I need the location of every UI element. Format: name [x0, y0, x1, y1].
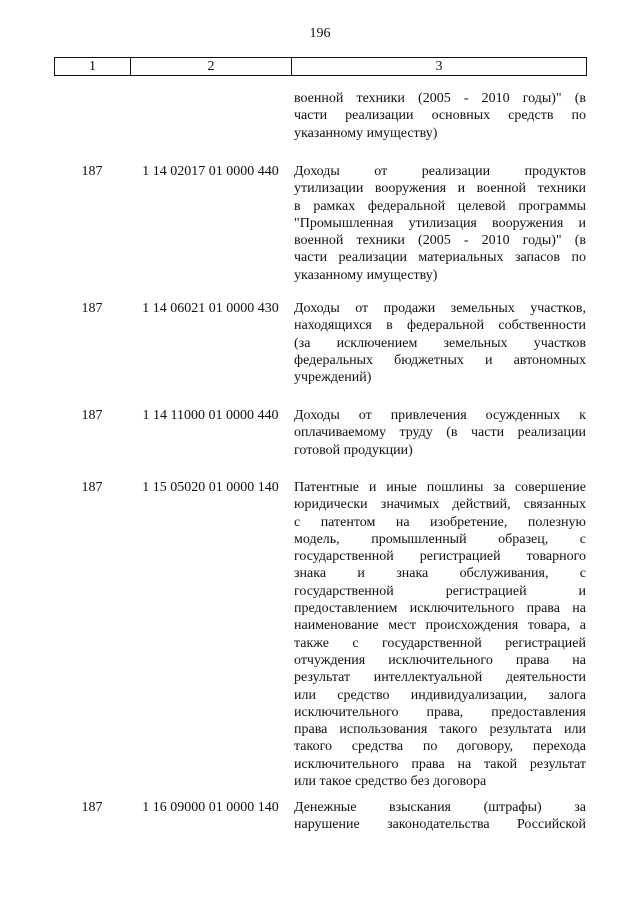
description-line: знака и знака обслуживания, с [294, 566, 586, 582]
description-line: с патентом на изобретение, полезную [294, 514, 586, 530]
description-line: "Промышленная утилизация вооружения и [294, 215, 586, 231]
description-line: Доходы от реализации продуктов [294, 164, 586, 179]
description-line: Патентные и иные пошлины за совершение [294, 480, 586, 495]
income-description [294, 300, 586, 386]
description-line: государственной регистрацией и [294, 583, 586, 599]
admin-code: 187 [81, 408, 103, 423]
description-line: юридически значимых действий, связанных [294, 497, 586, 513]
description-line: предоставлением исключительного права на [294, 601, 586, 617]
column-header-row [55, 58, 587, 76]
description-line: такого средства по договору, перехода [294, 739, 586, 755]
description-line: также с государственной регистрацией [294, 635, 586, 651]
income-description [294, 90, 586, 142]
description-line: военной техники (2005 - 2010 годы)" (в [294, 91, 586, 106]
income-description [294, 163, 586, 284]
description-line: государственной регистрацией товарного [294, 549, 586, 565]
income-description [294, 799, 586, 834]
description-line: наименование мест происхождения товара, а [294, 618, 586, 634]
description-line: исключительного права, предоставления [294, 704, 586, 720]
description-line: модель, промышленный образец, с [294, 531, 586, 547]
admin-code: 187 [81, 301, 103, 316]
admin-code: 187 [81, 164, 103, 179]
description-line: (за исключением земельных участков [294, 335, 586, 351]
classification-code: 1 15 05020 01 0000 140 [142, 480, 279, 495]
description-line: Доходы от продажи земельных участков, [294, 301, 586, 316]
description-line: федеральных бюджетных и автономных [294, 352, 586, 368]
classification-code: 1 14 11000 01 0000 440 [142, 408, 279, 423]
description-line: части реализации основных средств по [294, 108, 586, 124]
description-line: или средство индивидуализации, залога [294, 687, 586, 703]
column-header-table [54, 57, 587, 76]
description-line: готовой продукции) [294, 442, 413, 458]
column-header-1: 1 [55, 58, 131, 76]
description-line: отчуждения исключительного права на [294, 652, 586, 668]
description-line: указанному имуществу) [294, 125, 438, 141]
description-line: Доходы от привлечения осужденных к [294, 408, 586, 423]
income-description [294, 479, 586, 790]
description-line: части реализации материальных запасов по [294, 250, 586, 266]
classification-code: 1 14 06021 01 0000 430 [142, 301, 279, 316]
classification-code: 1 16 09000 01 0000 140 [142, 800, 279, 815]
admin-code: 187 [81, 480, 103, 495]
column-header-3: 3 [292, 58, 587, 76]
description-line: находящихся в федеральной собственности [294, 318, 586, 334]
description-line: нарушение законодательства Российской [294, 817, 586, 833]
description-line: утилизации вооружения и военной техники [294, 181, 586, 197]
description-line: или такое средство без договора [294, 774, 487, 790]
description-line: учреждений) [294, 370, 372, 386]
description-line: оплачиваемому труду (в части реализации [294, 425, 586, 441]
description-line: Денежные взыскания (штрафы) за [294, 800, 586, 815]
description-line: в рамках федеральной целевой программы [294, 198, 586, 214]
description-line: права использования такого результата или [294, 722, 586, 738]
admin-code: 187 [81, 800, 103, 815]
description-line: результат интеллектуальной деятельности [294, 670, 586, 686]
description-line: военной техники (2005 - 2010 годы)" (в [294, 233, 586, 249]
column-header-2: 2 [131, 58, 292, 76]
page-number: 196 [309, 26, 331, 41]
description-line: исключительного права на такой результат [294, 756, 586, 772]
description-line: указанному имуществу) [294, 267, 438, 283]
income-description [294, 407, 586, 459]
classification-code: 1 14 02017 01 0000 440 [142, 164, 279, 179]
